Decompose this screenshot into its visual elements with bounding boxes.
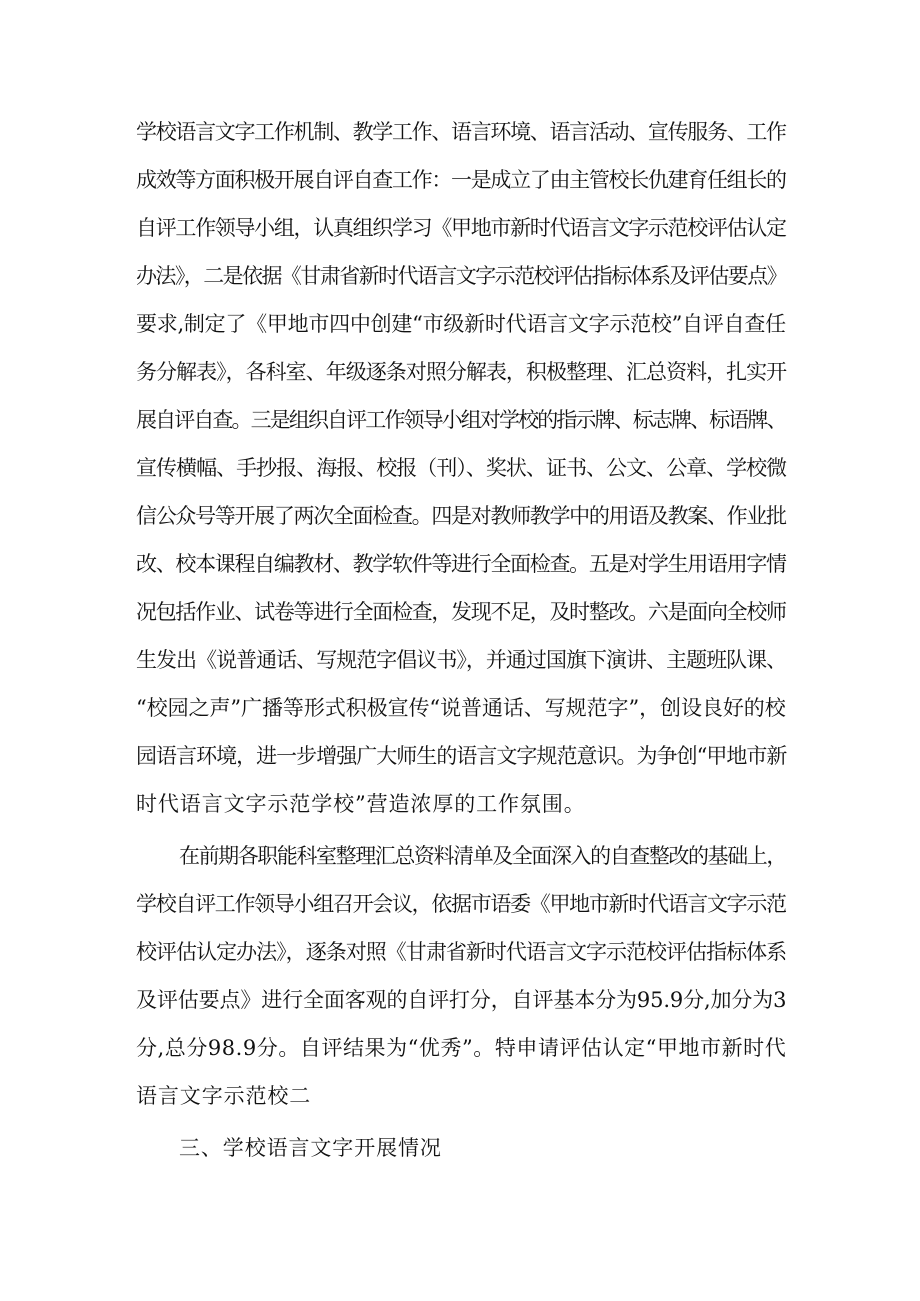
text-line: 及评估要点》进行全面客观的自评打分，自评基本分为95.9分,加分为3 (136, 988, 787, 1012)
text-line: 在前期各职能科室整理汇总资料清单及全面深入的自查整改的基础上， (179, 844, 786, 868)
text-line: 语言文字示范校二 (136, 1084, 312, 1108)
text-line: 要求,制定了《甲地市四中创建“市级新时代语言文字示范校”自评自查任 (136, 312, 786, 336)
text-line: 校评估认定办法》，逐条对照《甘肃省新时代语言文字示范校评估指标体系 (136, 940, 787, 964)
text-line: 时代语言文字示范学校”营造浓厚的工作氛围。 (136, 792, 586, 816)
text-line: 信公众号等开展了两次全面检查。四是对教师教学中的用语及教案、作业批 (136, 504, 786, 528)
text-line: 生发出《说普通话、写规范字倡议书》，并通过国旗下演讲、主题班队课、 (136, 648, 787, 672)
text-line: “校园之声”广播等形式积极宣传“说普通话、写规范字”，创设良好的校 (136, 696, 786, 720)
text-line: 学校自评工作领导小组召开会议，依据市语委《甲地市新时代语言文字示范 (136, 892, 786, 916)
text-line: 宣传横幅、手抄报、海报、校报（刊）、奖状、证书、公文、公章、学校微 (136, 456, 787, 480)
text-line: 办法》，二是依据《甘肃省新时代语言文字示范校评估指标体系及评估要点》 (136, 264, 787, 288)
text-line: 学校语言文字工作机制、教学工作、语言环境、语言活动、宣传服务、工作 (136, 120, 786, 144)
text-line: 务分解表》，各科室、年级逐条对照分解表，积极整理、汇总资料，扎实开 (136, 360, 787, 384)
text-line: 展自评自查。三是组织自评工作领导小组对学校的指示牌、标志牌、标语牌、 (136, 408, 786, 432)
text-line: 成效等方面积极开展自评自查工作：一是成立了由主管校长仇建育任组长的 (136, 168, 786, 192)
text-line: 分,总分98.9分。自评结果为“优秀”。特申请评估认定“甲地市新时代 (136, 1036, 787, 1060)
text-line: 改、校本课程自编教材、教学软件等进行全面检查。五是对学生用语用字情 (136, 552, 786, 576)
section-heading: 三、学校语言文字开展情况 (179, 1136, 442, 1160)
text-line: 况包括作业、试卷等进行全面检查，发现不足，及时整改。六是面向全校师 (136, 600, 786, 624)
text-line: 自评工作领导小组，认真组织学习《甲地市新时代语言文字示范校评估认定 (136, 216, 786, 240)
text-line: 园语言环境，进一步增强广大师生的语言文字规范意识。为争创“甲地市新 (136, 744, 787, 768)
